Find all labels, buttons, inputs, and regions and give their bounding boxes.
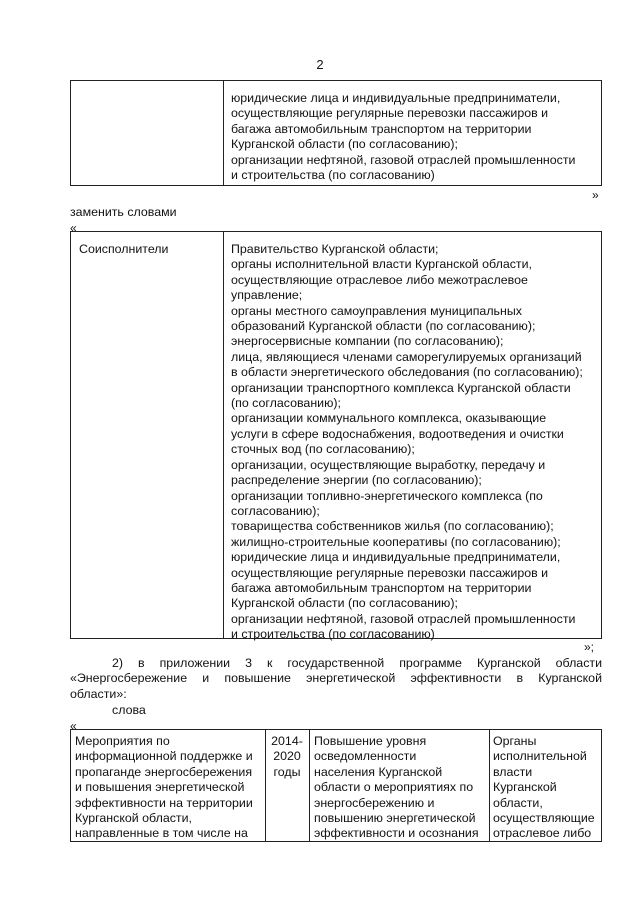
result-cell [314, 734, 488, 842]
closing-quote: » [592, 188, 599, 202]
text-line: согласованию); [231, 503, 320, 518]
text-line: распределение энергии (по согласованию); [231, 473, 482, 488]
text-line: товарищества собственников жилья (по согласованию); [231, 519, 554, 534]
text-line: осуществляющие отраслевое либо межотраслевое [231, 272, 528, 287]
text-line: организации транспортного комплекса Курганской области [231, 380, 571, 395]
text-line: багажа автомобильным транспортом на территории [231, 580, 532, 595]
text-line: лица, являющиеся членами саморегулируемых организаций [231, 349, 582, 364]
text-line: Повышение уровня [314, 734, 427, 748]
words-label: слова [112, 703, 146, 717]
text-line: образований Курганской области (по согласованию); [231, 319, 536, 334]
column-divider [223, 232, 224, 638]
text-line: организации топливно-энергетического комплекса (по [231, 488, 543, 503]
text-line: жилищно-строительные кооперативы (по согласованию); [231, 534, 561, 549]
column-divider [223, 81, 224, 185]
text-line: пропаганде энергосбережения [75, 764, 253, 779]
executor-cell [493, 734, 603, 842]
measures-table [70, 729, 602, 842]
text-line: осведомленности [314, 749, 417, 764]
text-line: отраслевое либо [493, 826, 592, 841]
text-line: Курганской области (по согласованию); [231, 596, 458, 611]
text-line: и строительства (по согласованию) [231, 168, 435, 183]
text-line: направленные в том числе на [75, 826, 248, 841]
page-number: 2 [316, 57, 324, 72]
text-line: власти [493, 764, 533, 779]
opening-quote: « [70, 221, 77, 235]
text-line: юридические лица и индивидуальные предприниматели, [231, 550, 561, 565]
text-line: повышению энергетической [314, 811, 476, 826]
paragraph-line: области»: [70, 686, 127, 701]
co-executors-list [231, 242, 599, 643]
text-line: осуществляющие регулярные перевозки пассажиров и [231, 565, 549, 580]
text-line: годы [273, 764, 301, 779]
text-line: исполнительной [493, 749, 587, 764]
text-line: информационной поддержке и [75, 749, 253, 764]
text-line: (по согласованию); [231, 396, 341, 411]
text-line: и строительства (по согласованию) [231, 627, 435, 642]
text-line: 2020 [273, 749, 301, 764]
text-line: Органы [493, 734, 537, 748]
text-line: организации коммунального комплекса, оказывающие [231, 411, 547, 426]
closing-quote: »; [584, 640, 595, 654]
paragraph-line: «Энергосбережение и повышение энергетической эффективности в Курганской [70, 671, 602, 686]
measure-name-cell [75, 734, 263, 842]
table-fragment-top [70, 80, 602, 186]
text-line: в области энергетического обследования (по согласованию); [231, 365, 583, 380]
text-line: юридические лица и индивидуальные предприниматели, [231, 91, 561, 105]
text-line: области о мероприятиях по [314, 780, 474, 795]
text-line: Мероприятия по [75, 734, 170, 748]
text-line: Курганской области (по согласованию); [231, 137, 458, 152]
text-line: управление; [231, 288, 303, 303]
co-executors-label: Соисполнители [79, 242, 169, 256]
text-line: осуществляющие регулярные перевозки пассажиров и [231, 106, 549, 121]
text-line: организации нефтяной, газовой отраслей промышленности [231, 152, 576, 167]
replace-with-text: заменить словами [70, 205, 177, 219]
text-line: организации нефтяной, газовой отраслей промышленности [231, 611, 576, 626]
text-line: и повышения энергетической [75, 780, 245, 795]
column-divider [309, 730, 310, 841]
text-line: эффективности на территории [75, 795, 253, 810]
text-line: эффективности и осознания [314, 826, 479, 841]
text-line: органы исполнительной власти Курганской области, [231, 257, 532, 272]
co-executors-continuation [231, 91, 599, 183]
text-line: осуществляющие [493, 811, 595, 826]
text-line: Курганской области, [75, 811, 192, 826]
opening-quote: « [70, 719, 77, 733]
text-line: органы местного самоуправления муниципальных [231, 303, 522, 318]
text-line: энергосервисные компании (по согласованию); [231, 334, 504, 349]
text-line: 2014- [271, 734, 303, 748]
co-executors-table [70, 231, 602, 642]
text-line: организации, осуществляющие выработку, передачу и [231, 457, 546, 472]
text-line: населения Курганской [314, 764, 443, 779]
text-line: энергосбережению и [314, 795, 435, 810]
text-line: Курганской [493, 780, 557, 795]
column-divider [489, 730, 490, 841]
text-line: Правительство Курганской области; [231, 242, 439, 256]
text-line: услуги в сфере водоснабжения, водоотведения и очистки [231, 426, 564, 441]
amendment-paragraph [70, 656, 602, 702]
period-cell [266, 734, 308, 780]
paragraph-line: 2) в приложении 3 к государственной программе Курганской области [112, 656, 602, 670]
text-line: сточных вод (по согласованию); [231, 442, 415, 457]
text-line: области, [493, 795, 543, 810]
text-line: багажа автомобильным транспортом на территории [231, 121, 532, 136]
